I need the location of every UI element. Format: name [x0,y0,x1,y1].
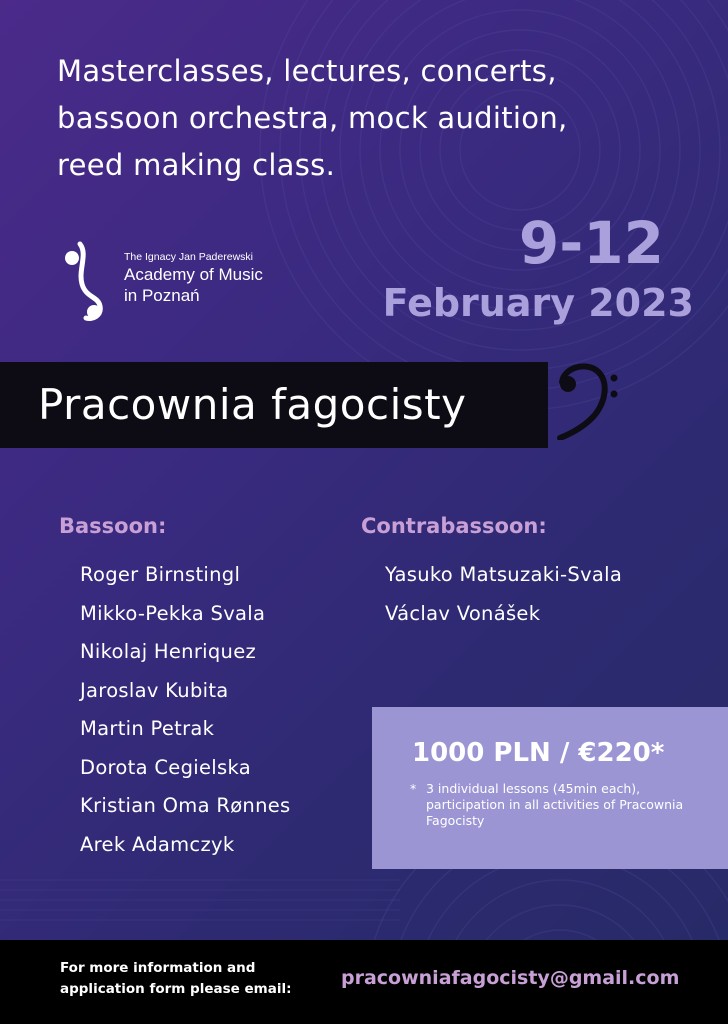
list-item: Václav Vonášek [385,601,541,625]
academy-name [124,250,263,306]
event-dates [383,208,694,328]
price-note [410,781,700,829]
price-box [372,707,728,869]
event-title: Pracownia fagocisty [38,380,467,429]
price-amount: 1000 PLN / €220* [412,738,665,768]
note-text: 3 individual lessons (45min each), participation in all activities of Pracownia Fagocisty [426,781,684,828]
footer-line: For more information and [60,960,256,976]
footer-info [60,958,291,1000]
list-item: Arek Adamczyk [80,832,235,856]
academy-name-line: in Poznań [124,286,200,305]
intro-text [57,48,697,189]
bass-clef-icon [556,360,626,440]
intro-line: reed making class. [57,148,336,182]
list-item: Dorota Cegielska [80,755,251,779]
footer-line: application form please email: [60,981,292,997]
footer [0,940,728,1024]
list-item: Martin Petrak [80,717,215,740]
date-month: February 2023 [382,281,694,325]
bassoon-heading: Bassoon: [59,514,167,538]
list-item: Mikko-Pekka Svala [80,601,266,625]
bassoon-list [80,556,291,864]
note-marker: * [410,781,417,796]
date-range: 9-12 [518,209,664,277]
contact-email-link[interactable]: pracowniafagocisty@gmail.com [341,967,680,989]
list-item: Yasuko Matsuzaki-Svala [385,563,623,586]
title-band [0,362,548,448]
intro-line: Masterclasses, lectures, concerts, [57,54,557,88]
list-item: Nikolaj Henriquez [80,640,257,663]
list-item: Roger Birnstingl [80,563,241,586]
contrabassoon-list [385,556,622,633]
list-item: Kristian Oma Rønnes [80,794,291,817]
intro-line: bassoon orchestra, mock audition, [57,101,568,135]
list-item: Jaroslav Kubita [80,678,229,702]
academy-logo-icon [64,240,108,322]
contrabassoon-heading: Contrabassoon: [361,514,547,538]
academy-logo [64,240,324,322]
academy-name-small: The Ignacy Jan Paderewski [124,251,253,263]
academy-name-line: Academy of Music [124,265,263,284]
